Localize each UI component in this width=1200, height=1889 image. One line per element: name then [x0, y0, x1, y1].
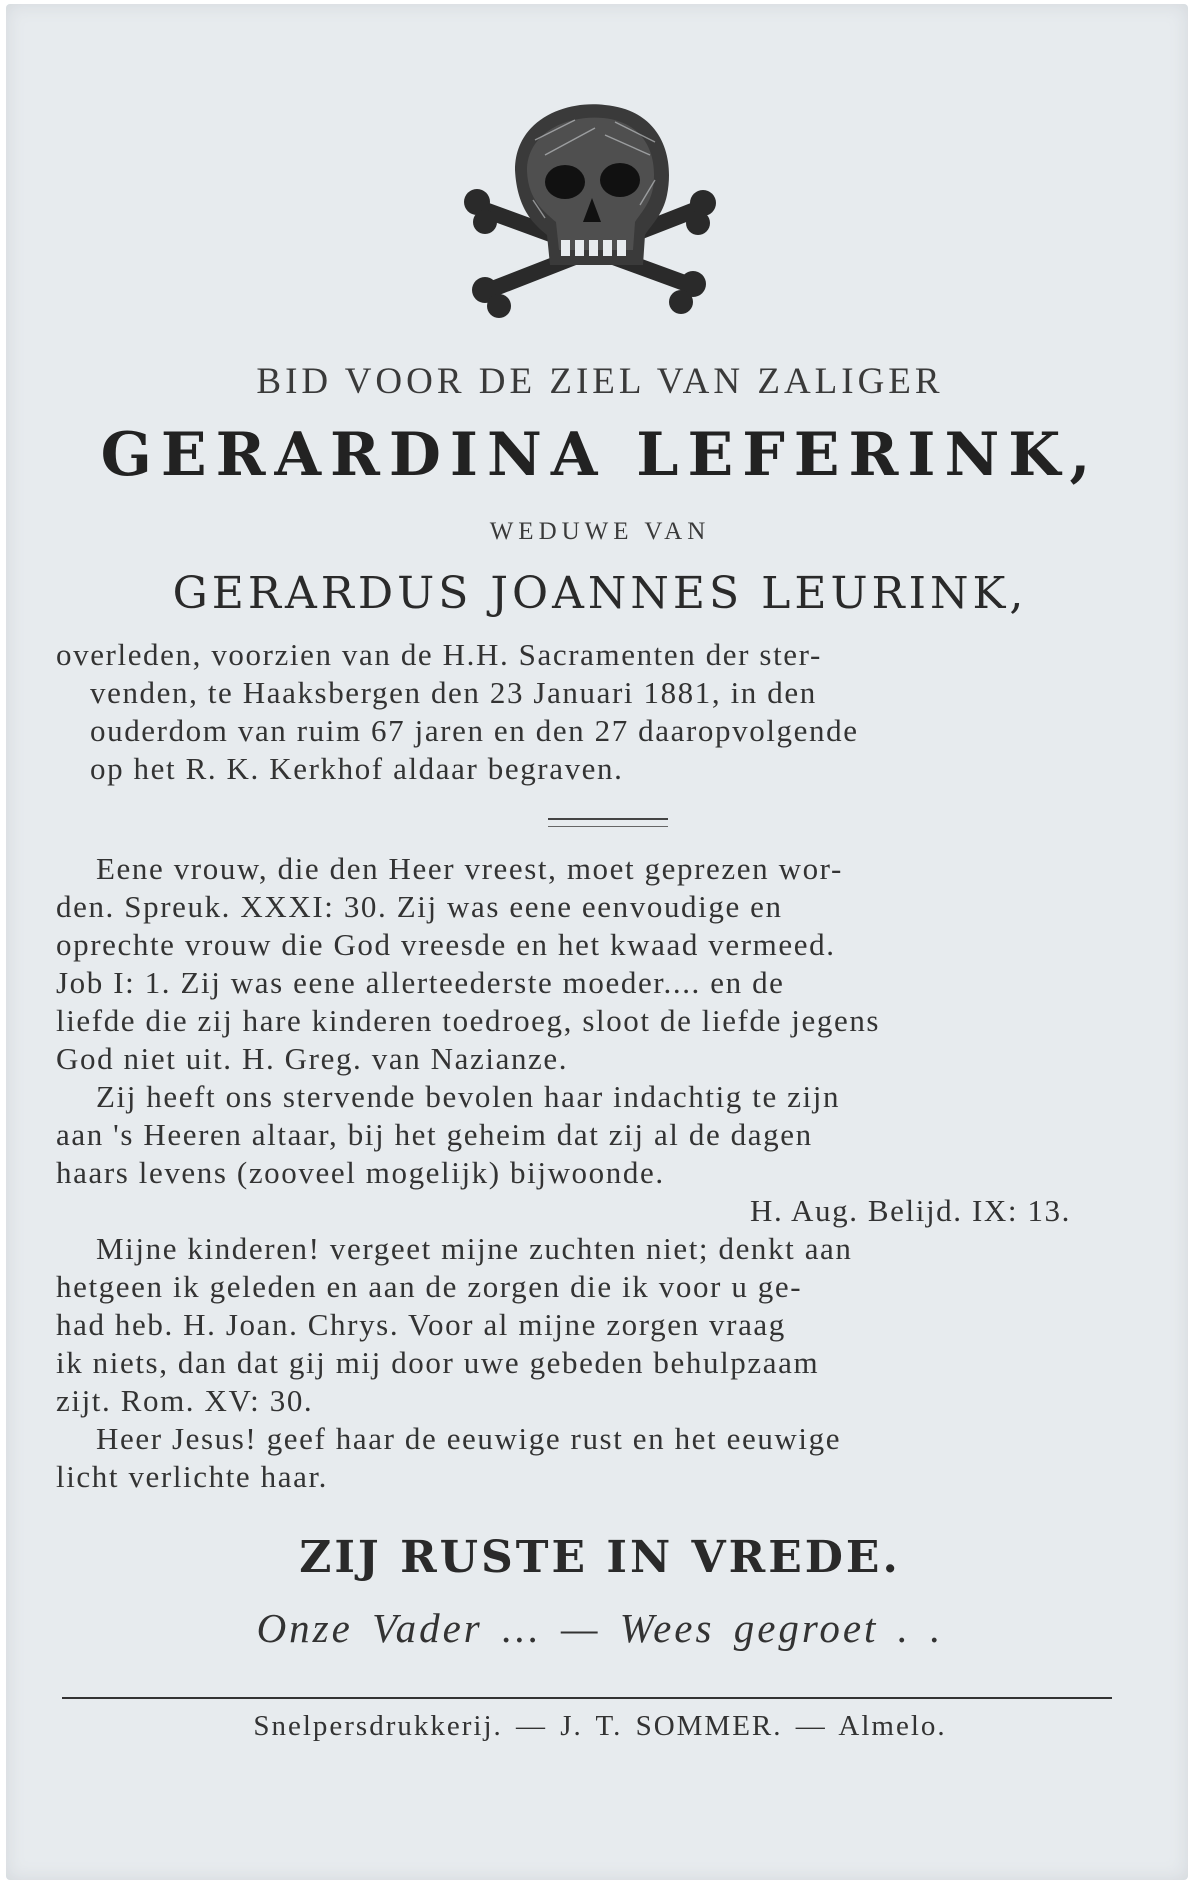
skull-and-crossbones-icon: [455, 100, 725, 335]
quote-text: [56, 850, 1111, 1496]
quote-line: zijt. Rom. XV: 30.: [56, 1383, 314, 1418]
deceased-name: GERARDINA LEFERINK,: [100, 420, 1100, 490]
quote-line: hetgeen ik geleden en aan de zorgen die ik voor u ge-: [56, 1269, 803, 1304]
footer-rule: [62, 1697, 1112, 1699]
quote-line: Mijne kinderen! vergeet mijne zuchten niet; denkt aan: [96, 1231, 853, 1266]
quote-line: licht verlichte haar.: [56, 1459, 329, 1494]
quote-line: Eene vrouw, die den Heer vreest, moet geprezen wor-: [96, 851, 843, 886]
quote-line: aan 's Heeren altaar, bij het geheim dat zij al de dagen: [56, 1117, 813, 1152]
quote-line: Job I: 1. Zij was eene allerteederste moeder.... en de: [56, 965, 785, 1000]
widow-of-label: WEDUWE VAN: [489, 518, 711, 545]
rest-in-peace: ZIJ RUSTE IN VREDE.: [299, 1532, 901, 1583]
quote-line: oprechte vrouw die God vreesde en het kwaad vermeed.: [56, 927, 836, 962]
death-notice-line: op het R. K. Kerkhof aldaar begraven.: [90, 751, 624, 786]
quote-line: liefde die zij hare kinderen toedroeg, sloot de liefde jegens: [56, 1003, 881, 1038]
quote-line: Heer Jesus! geef haar de eeuwige rust en het eeuwige: [96, 1421, 842, 1456]
quote-line: God niet uit. H. Greg. van Nazianze.: [56, 1041, 569, 1076]
divider: [548, 818, 668, 820]
death-notice-line: overleden, voorzien van de H.H. Sacramenten der ster-: [56, 637, 822, 672]
quote-line: haars levens (zooveel mogelijk) bijwoonde.: [56, 1155, 665, 1190]
prayers: Onze Vader ... — Wees gegroet . .: [256, 1605, 944, 1651]
pray-heading: BID VOOR DE ZIEL VAN ZALIGER: [256, 361, 944, 402]
quote-line: ik niets, dan dat gij mij door uwe gebeden behulpzaam: [56, 1345, 820, 1380]
death-notice: [56, 636, 1111, 788]
quote-line: den. Spreuk. XXXI: 30. Zij was eene eenvoudige en: [56, 889, 783, 924]
husband-name: GERARDUS JOANNES LEURINK,: [172, 568, 1028, 619]
quote-line: Zij heeft ons stervende bevolen haar indachtig te zijn: [96, 1079, 841, 1114]
quote-line: H. Aug. Belijd. IX: 13.: [750, 1193, 1071, 1228]
printer-credit: Snelpersdrukkerij. — J. T. SOMMER. — Almelo.: [253, 1710, 947, 1742]
quote-line: had heb. H. Joan. Chrys. Voor al mijne zorgen vraag: [56, 1307, 786, 1342]
death-notice-line: venden, te Haaksbergen den 23 Januari 1881, in den: [90, 675, 817, 710]
death-notice-line: ouderdom van ruim 67 jaren en den 27 daaropvolgende: [90, 713, 859, 748]
divider: [548, 826, 668, 827]
